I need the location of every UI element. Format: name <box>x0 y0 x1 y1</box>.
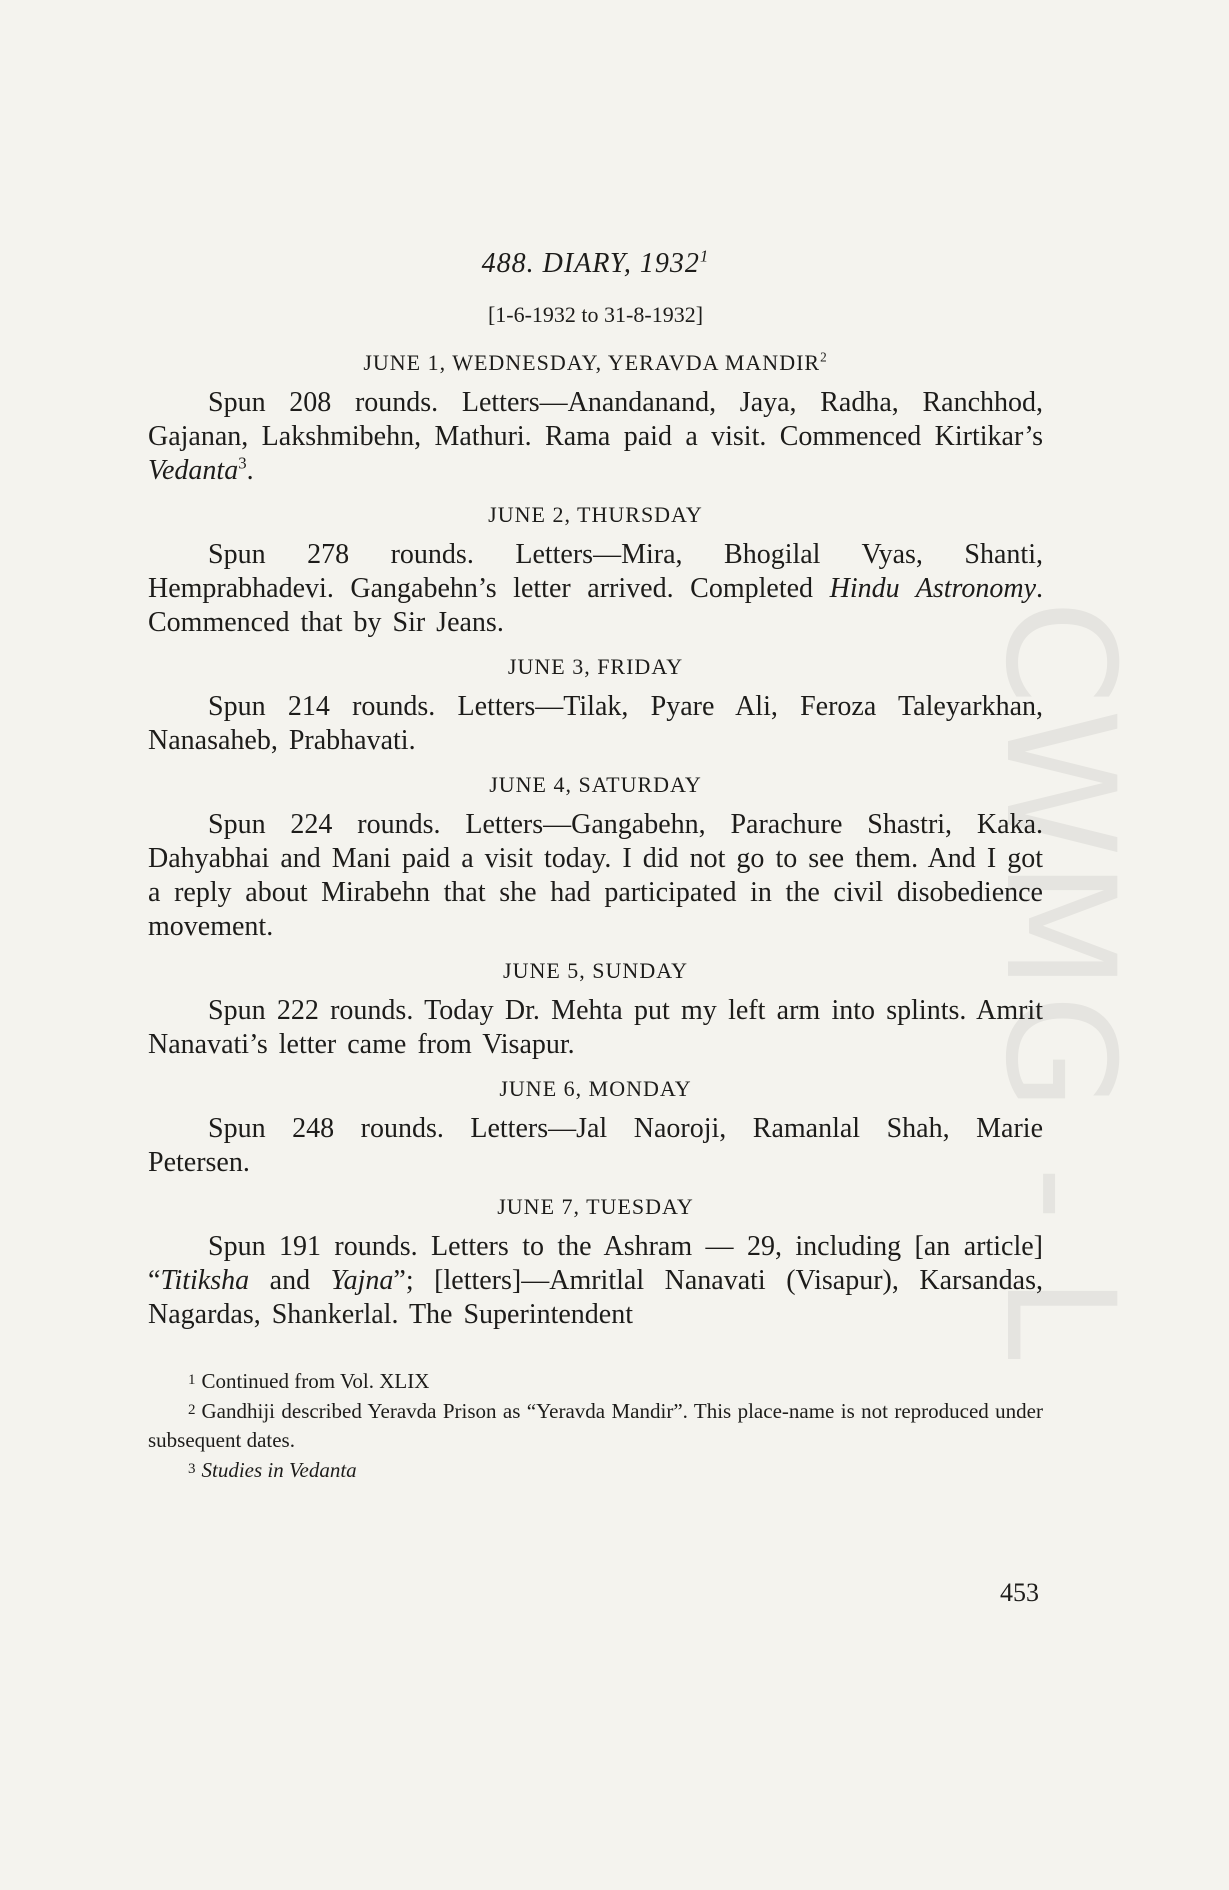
title-text: 488. DIARY, 1932 <box>481 248 700 279</box>
entry-paragraph: Spun 214 rounds. Letters—Tilak, Pyare Ali, Feroza Taleyarkhan, Nanasaheb, Prabhavati. <box>148 691 1043 756</box>
page-number: 453 <box>1000 1578 1039 1607</box>
footnote-number: 3 <box>188 1461 196 1477</box>
footnote-text: Continued from Vol. XLIX <box>201 1369 430 1393</box>
entry-heading: JUNE 5, SUNDAY <box>503 958 688 983</box>
entry-paragraph: Spun 224 rounds. Letters—Gangabehn, Parachure Shastri, Kaka. Dahyabhai and Mani paid a visit today. I did not go to see them. And I got a reply about Mirabehn that she had participated in the civil disobedience movement. <box>148 809 1043 942</box>
entry-paragraph: Spun 222 rounds. Today Dr. Mehta put my left arm into splints. Amrit Nanavati’s letter came from Visapur. <box>148 995 1043 1060</box>
book-title: Hindu Astronomy <box>829 573 1036 604</box>
article-title: Yajna <box>330 1265 394 1296</box>
entry-heading: JUNE 7, TUESDAY <box>497 1194 694 1219</box>
entry-heading: JUNE 4, SATURDAY <box>489 772 702 797</box>
footnote-number: 1 <box>188 1372 196 1388</box>
entry-paragraph: Spun 248 rounds. Letters—Jal Naoroji, Ramanlal Shah, Marie Petersen. <box>148 1113 1043 1178</box>
entry-heading <box>148 350 1043 376</box>
entry-heading: JUNE 2, THURSDAY <box>488 502 703 527</box>
entry-text: ”; [letters]—Amritlal Nanavati (Visapur), Karsandas, Nagardas, Shankerlal. The Superintendent <box>148 1265 1043 1330</box>
footnote <box>148 1455 1043 1485</box>
footnote <box>148 1396 1043 1455</box>
entry-heading: JUNE 3, FRIDAY <box>507 654 684 679</box>
entry-paragraph <box>148 386 1043 488</box>
footnote-text: Gandhiji described Yeravda Prison as “Yeravda Mandir”. This place-name is not reproduced under subsequent dates. <box>148 1399 1043 1452</box>
entry-text: . <box>246 455 254 486</box>
entry-text: Spun 191 rounds. Letters to the Ashram — 29, including [an article] “ <box>148 1231 1043 1296</box>
footnote-ref: 3 <box>238 453 247 473</box>
entry-heading-text: JUNE 1, WEDNESDAY, YERAVDA MANDIR <box>363 350 821 375</box>
entry-text: Spun 278 rounds. Letters—Mira, Bhogilal Vyas, Shanti, Hemprabhadevi. Gangabehn’s letter arrived. Completed <box>148 539 1043 604</box>
date-range: [1-6-1932 to 31-8-1932] <box>487 302 704 327</box>
entry-text: and <box>249 1265 331 1296</box>
watermark: CWMG - L <box>972 600 1146 1364</box>
entry-text: . Commenced that by Sir Jeans. <box>148 573 1043 638</box>
footnote-number: 2 <box>188 1402 196 1418</box>
page-body <box>148 248 1043 1485</box>
footnote-text: Studies in Vedanta <box>201 1458 357 1482</box>
entry-paragraph <box>148 538 1043 640</box>
page-title <box>148 248 1043 280</box>
entry-paragraph <box>148 1230 1043 1332</box>
heading-footnote-ref: 2 <box>820 349 828 365</box>
footnote <box>148 1366 1043 1396</box>
book-title: Vedanta <box>148 455 239 486</box>
article-title: Titiksha <box>160 1265 250 1296</box>
title-footnote-ref: 1 <box>699 246 710 266</box>
footnotes <box>148 1366 1043 1485</box>
entry-text: Spun 208 rounds. Letters—Anandanand, Jaya, Radha, Ranchhod, Gajanan, Lakshmibehn, Mathuri. Rama paid a visit. Commenced Kirtikar’s <box>148 387 1043 452</box>
entry-heading: JUNE 6, MONDAY <box>499 1076 692 1101</box>
